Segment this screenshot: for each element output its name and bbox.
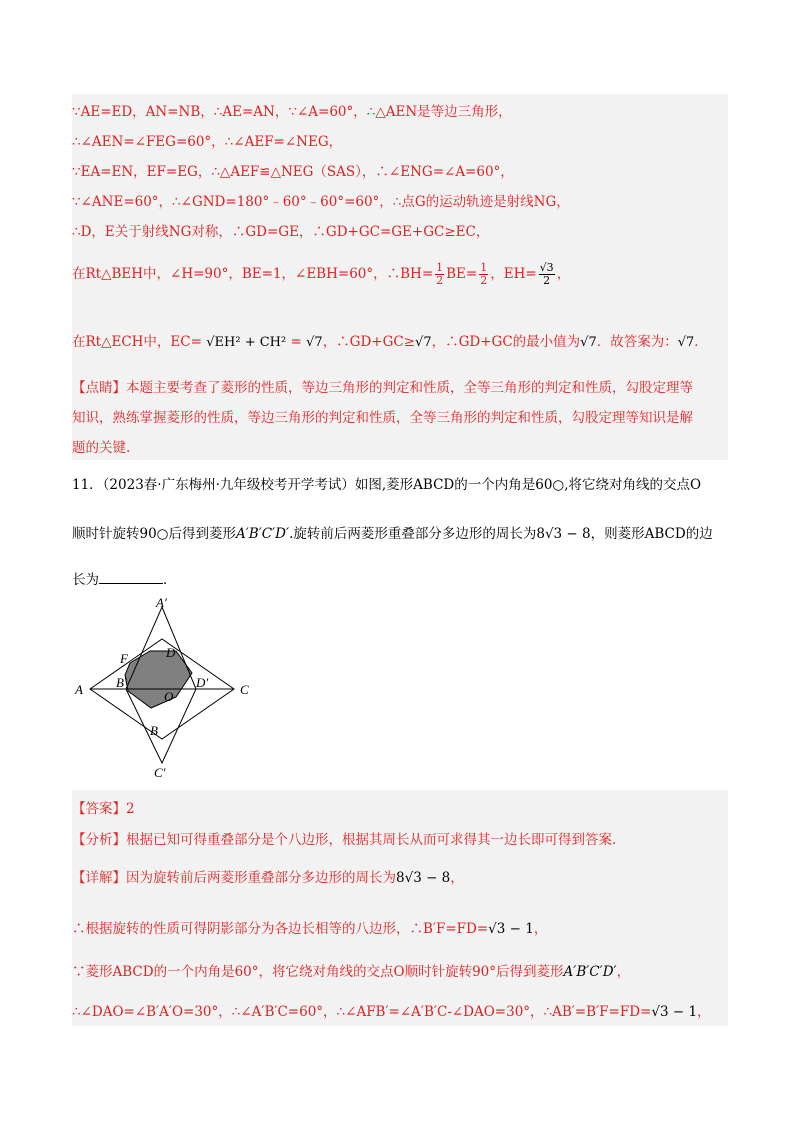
answer-blank	[99, 571, 163, 584]
answer3-text-b: ，	[450, 870, 464, 886]
line7-text-e: ．故答案为：	[596, 334, 678, 350]
label-C: C	[240, 682, 249, 697]
comment-line-2: 知识，熟练掌握菱形的性质，等边三角形的判定和性质，全等三角形的判定和性质，勾股定理等知识是解	[72, 410, 693, 426]
answer-line-1: 【答案】2	[72, 801, 135, 817]
sqrt7-3: √7	[580, 335, 597, 350]
frac-den: 2	[480, 274, 488, 287]
line6-text-b: BE=	[446, 266, 478, 282]
line7-text-a: 在Rt△ECH中，EC=	[72, 334, 202, 350]
frac-num: 1	[480, 261, 488, 274]
answer6-text-b: ，	[697, 1004, 711, 1020]
solution-line-3: ∵EA=EN，EF=EG，∴△AEF≌△NEG（SAS），∴∠ENG=∠A=60°，	[72, 164, 514, 180]
problem-line-1: 11．（2023春·广东梅州·九年级校考开学考试）如图,菱形ABCD的一个内角是60○,将它绕对角线的交点O	[72, 477, 702, 493]
solution-line-1: ∵AE=ED，AN=NB，∴AE=AN，∵∠A=60°，∴△AEN是等边三角形，	[72, 104, 512, 120]
label-Cp: C′	[154, 765, 166, 780]
frac-num: √3	[539, 261, 554, 274]
answer-line-2: 【分析】根据已知可得重叠部分是个八边形，根据其周长从而可求得其一边长即可得到答案.	[72, 832, 617, 848]
answer3-text-a: 【详解】因为旋转前后两菱形重叠部分多边形的周长为	[72, 870, 396, 886]
answer4-text-a: ∴根据旋转的性质可得阴影部分为各边长相等的八边形，∴B′F=FD=	[72, 921, 489, 937]
fraction-half-1	[435, 262, 444, 287]
label-B: B	[150, 723, 158, 738]
line6-text-a: 在Rt△BEH中，∠H=90°，BE=1，∠EBH=60°，∴BH=	[72, 266, 434, 282]
label-Bp: B′	[116, 675, 127, 690]
solution-line-5: ∴D，E关于射线NG对称，∴GD=GE，∴GD+GC=GE+GC≥EC，	[72, 224, 490, 240]
answer-line-5	[72, 960, 630, 980]
answer-line-3	[72, 866, 464, 886]
line6-text-c: ，EH=	[490, 266, 537, 282]
answer-line-6	[72, 1000, 711, 1020]
problem-text-b: .旋转前后两菱形重叠部分多边形的周长为	[289, 526, 537, 542]
problem-text-c: ，则菱形ABCD的边	[590, 526, 713, 542]
line7-text-c: ，∴GD+GC≥	[322, 334, 416, 350]
label-O: O	[164, 689, 174, 704]
frac-den: 2	[543, 274, 551, 287]
comment-line-3: 题的关键.	[72, 440, 131, 456]
label-F: F	[120, 651, 128, 666]
perimeter-expr: 8√3 − 8	[536, 526, 591, 542]
solution-line-7	[72, 330, 708, 350]
line7-text-d: ，∴GD+GC的最小值为	[431, 334, 581, 350]
problem-text-a: 顺时针旋转90○后得到菱形	[72, 526, 236, 542]
answer4-expr: √3 − 1	[488, 921, 534, 937]
problem-line-2	[72, 522, 713, 542]
answer5-text-b: ，	[616, 964, 631, 980]
answer6-text-a: ∴∠DAO=∠B′A′O=30°，∴∠A′B′C=60°，∴∠AFB′=∠A′B′C-∠DAO=30°，∴AB′=B′F=FD=	[72, 1004, 652, 1020]
answer4-text-b: ，	[533, 921, 548, 937]
sqrt7-1: √7	[306, 335, 323, 350]
rhombus-figure	[70, 595, 270, 785]
sqrt-eh2-ch2: √EH² + CH²	[206, 335, 287, 350]
sqrt7-2: √7	[415, 335, 432, 350]
frac-den: 2	[436, 274, 444, 287]
solution-line-6	[72, 262, 570, 287]
solution-line-2: ∴∠AEN=∠FEG=60°，∴∠AEF=∠NEG，	[72, 134, 343, 150]
frac-num: 1	[436, 261, 444, 274]
rhombus-name-expr: A′B′C′D′	[235, 526, 290, 542]
fraction-half-2	[479, 262, 488, 287]
answer-line-4	[72, 917, 547, 937]
fraction-sqrt3-over-2	[539, 262, 555, 287]
line7-text-b: =	[290, 334, 302, 350]
shaded-octagon	[125, 651, 192, 708]
answer5-text-a: ∵菱形ABCD的一个内角是60°，将它绕对角线的交点O顺时针旋转90°后得到菱形	[72, 964, 564, 980]
problem-line-3: 长为 ．	[72, 572, 177, 588]
label-Ap: A′	[156, 595, 167, 610]
answer5-expr: A′B′C′D′	[563, 964, 617, 980]
label-D: D	[166, 645, 176, 660]
solution-line-4: ∵∠ANE=60°，∴∠GND=180°﹣60°﹣60°=60°，∴点G的运动轨迹是射线NG，	[72, 194, 570, 210]
problem-text-l3: 长为	[72, 572, 99, 588]
label-A: A	[75, 682, 83, 697]
line6-text-d: ，	[556, 266, 571, 282]
line7-text-f: ．	[694, 334, 708, 350]
sqrt7-4: √7	[677, 335, 695, 350]
label-Dp: D′	[196, 675, 209, 690]
answer6-expr: √3 − 1	[651, 1004, 698, 1020]
answer-box	[72, 790, 728, 1026]
comment-line-1: 【点睛】本题主要考查了菱形的性质，等边三角形的判定和性质，全等三角形的判定和性质，勾股定理等	[72, 380, 693, 396]
answer3-expr: 8√3 − 8	[396, 870, 451, 886]
